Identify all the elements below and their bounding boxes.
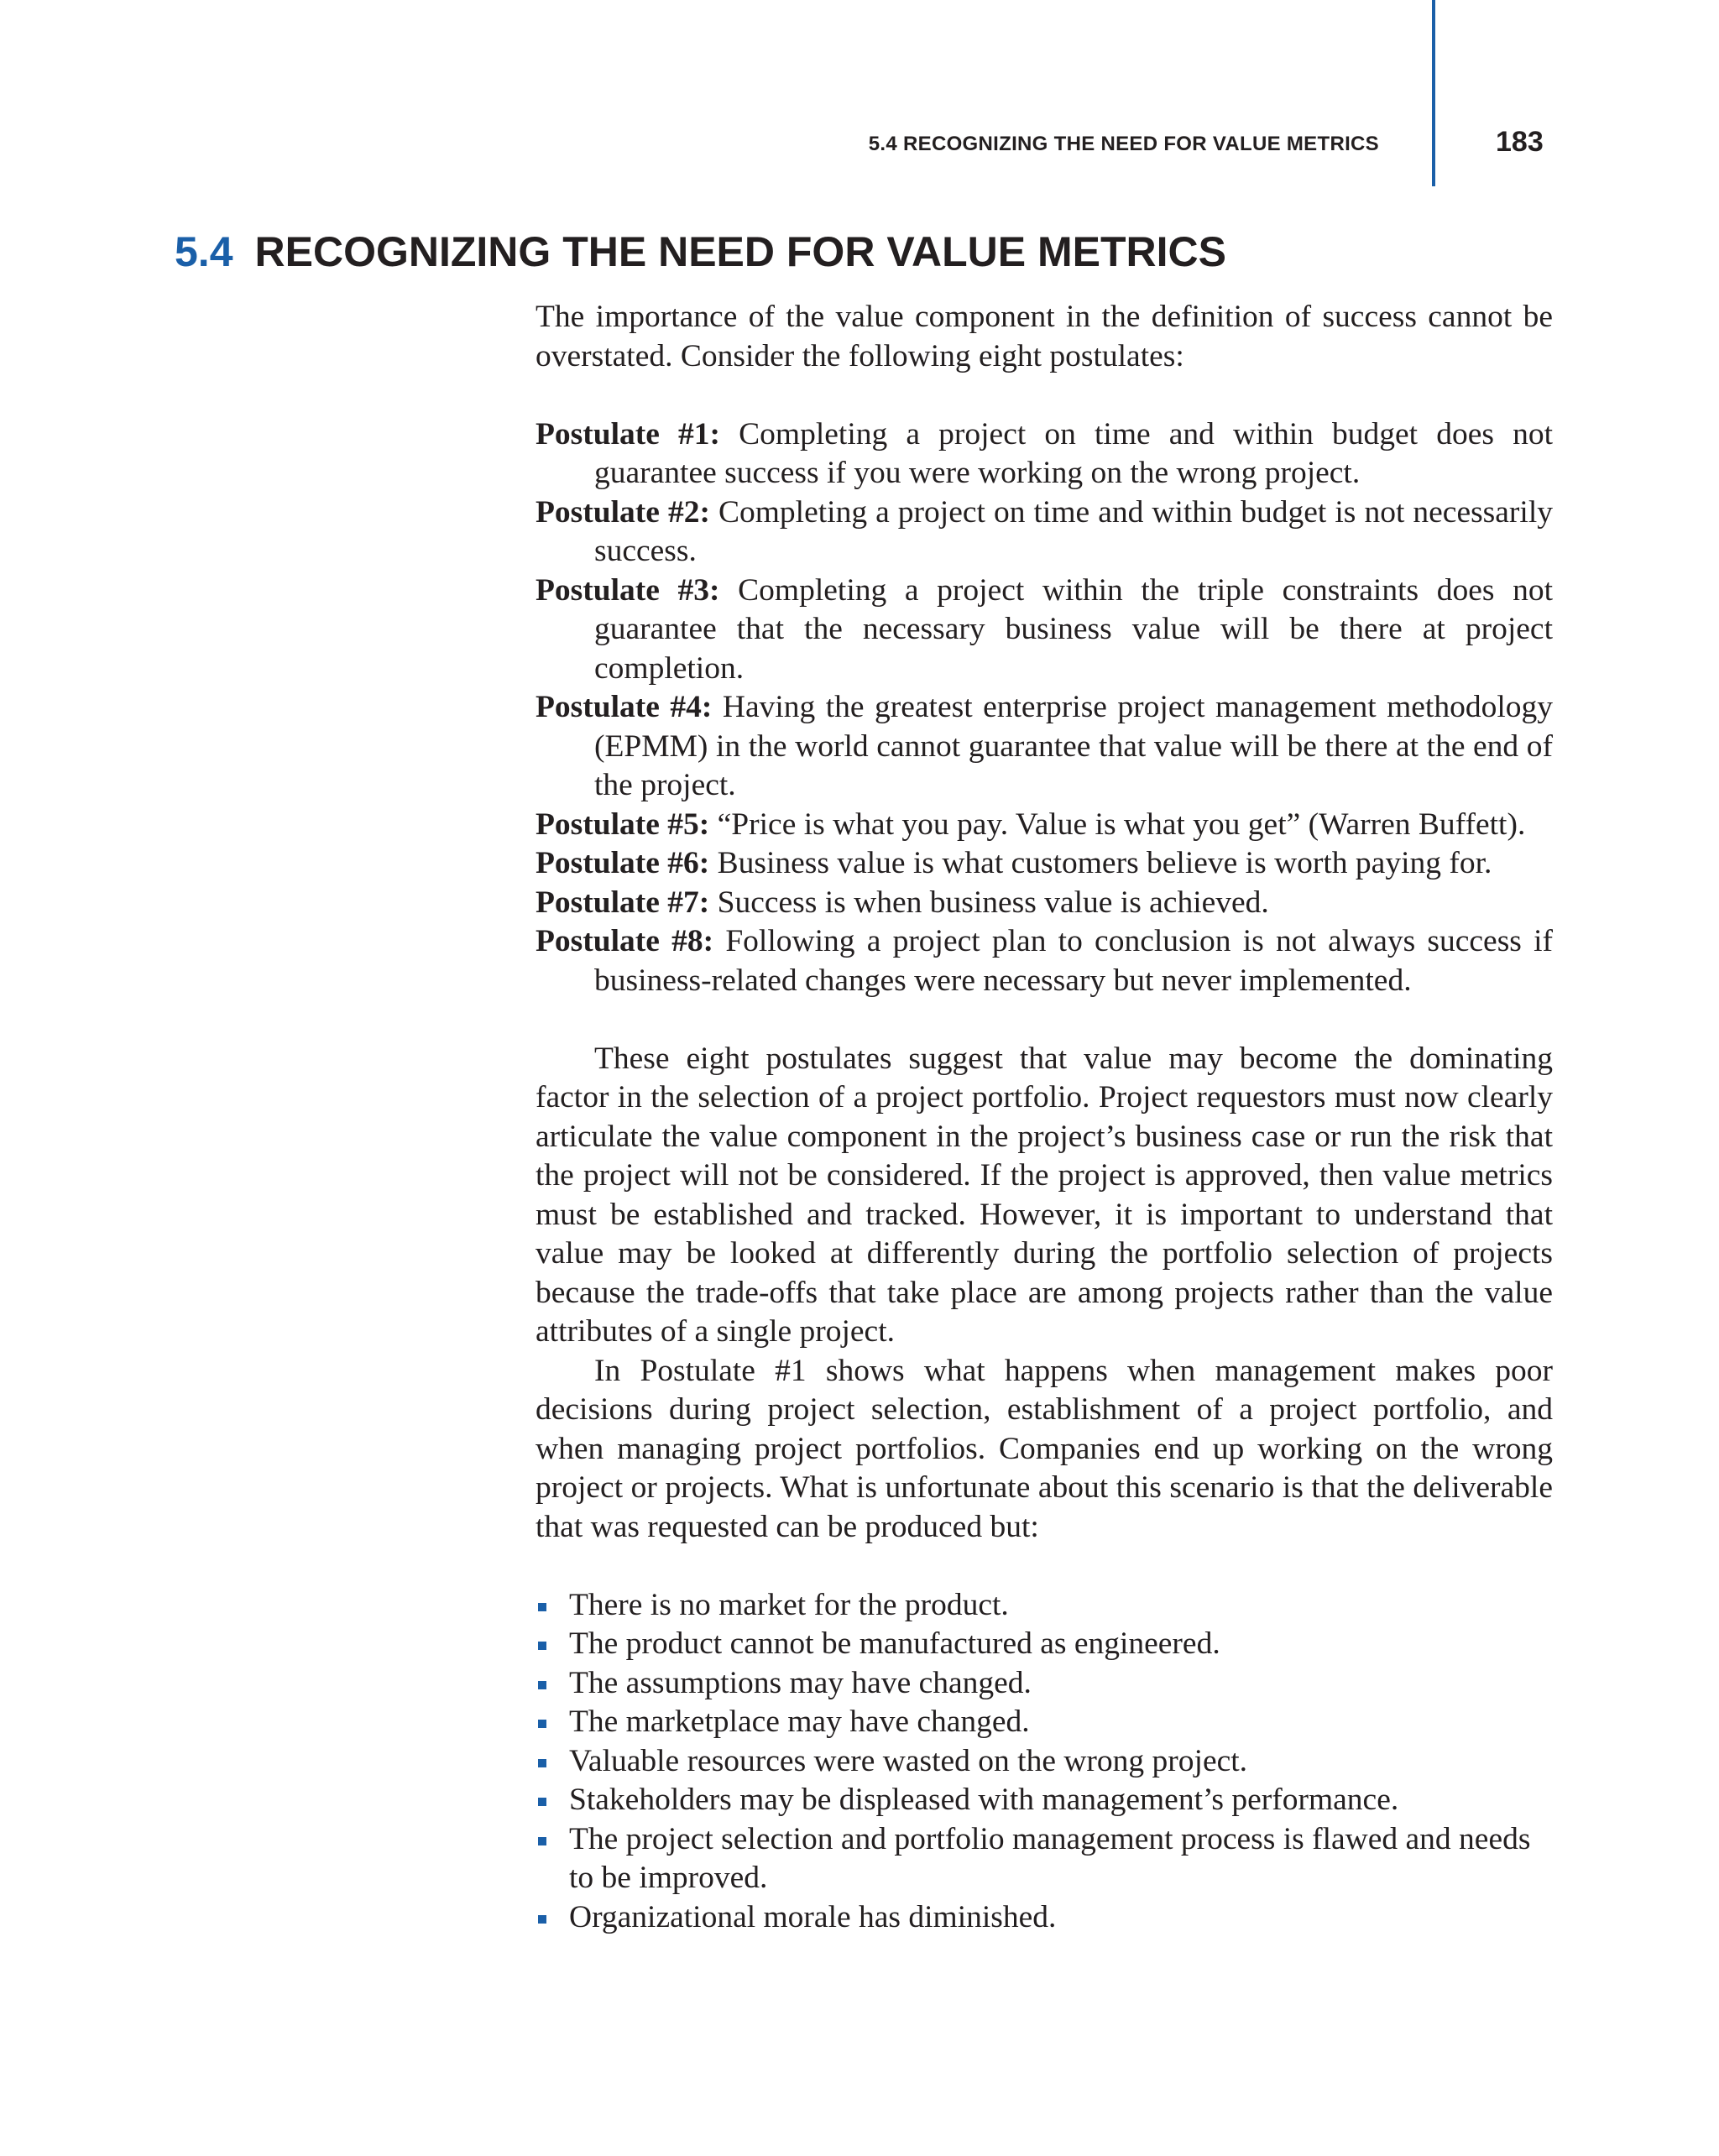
postulate-label: Postulate #7: (536, 885, 710, 920)
postulate-item (536, 844, 1553, 884)
bullet-text: The assumptions may have changed. (569, 1665, 1032, 1700)
postulate-text: Completing a project on time and within budget is not necessarily success. (594, 494, 1553, 568)
bullet-text: Stakeholders may be displeased with management’s performance. (569, 1783, 1399, 1817)
section-number: 5.4 (175, 228, 233, 275)
running-head: 5.4 RECOGNIZING THE NEED FOR VALUE METRICS (868, 133, 1379, 155)
bullet-item (536, 1742, 1553, 1782)
body-paragraph: These eight postulates suggest that value may become the dominating factor in the selection of a project portfolio. Project requestors must now clearly articulate the value component in the project’s business case or run the risk that the project will not be considered. If the project is approved, then value metrics must be established and tracked. However, it is important to understand that value may be looked at differently during the portfolio selection of projects because the trade-offs that take place are among projects rather than the value attributes of a single project. (536, 1041, 1553, 1349)
square-bullet-icon (538, 1759, 546, 1767)
header-rule (1432, 0, 1435, 186)
square-bullet-icon (538, 1681, 546, 1689)
bullet-item (536, 1703, 1553, 1742)
postulate-text: Completing a project on time and within budget does not guarantee success if you were working on the wrong project. (594, 416, 1553, 490)
bullet-text: The marketplace may have changed. (569, 1704, 1030, 1739)
square-bullet-icon (538, 1915, 546, 1924)
bullet-text: The product cannot be manufactured as engineered. (569, 1626, 1220, 1661)
postulate-label: Postulate #4: (536, 690, 713, 724)
body-paragraph: In Postulate #1 shows what happens when management makes poor decisions during project selection, establishment of a project portfolio, and when managing project portfolios. Companies end up working on the wrong project or projects. What is unfortunate about this scenario is that the deliverable that was requested can be produced but: (536, 1353, 1553, 1544)
postulate-text: Success is when business value is achieved. (717, 885, 1269, 920)
postulate-label: Postulate #6: (536, 846, 710, 880)
postulate-text: Following a project plan to conclusion is not always success if business-related changes were necessary but never implemented. (594, 924, 1553, 998)
spacer (536, 1547, 1553, 1586)
bullet-item (536, 1586, 1553, 1626)
bullet-text: Valuable resources were wasted on the wrong project. (569, 1743, 1248, 1778)
section-heading (175, 227, 1226, 277)
postulate-text: “Price is what you pay. Value is what you get” (Warren Buffett). (717, 807, 1526, 842)
square-bullet-icon (538, 1798, 546, 1806)
bullet-text: There is no market for the product. (569, 1587, 1009, 1622)
postulate-item (536, 688, 1553, 806)
postulate-label: Postulate #5: (536, 807, 710, 842)
postulate-item (536, 493, 1553, 572)
postulate-label: Postulate #3: (536, 572, 720, 608)
spacer (536, 1000, 1553, 1040)
square-bullet-icon (538, 1837, 546, 1845)
postulate-label: Postulate #8: (536, 924, 714, 958)
postulate-item (536, 572, 1553, 689)
postulate-text: Having the greatest enterprise project management methodology (EPMM) in the world cannot guarantee that value will be there at the end of the project. (594, 690, 1553, 802)
postulate-item (536, 922, 1553, 1000)
postulate-item (536, 806, 1553, 845)
square-bullet-icon (538, 1642, 546, 1650)
bullet-item (536, 1664, 1553, 1704)
bullet-item (536, 1820, 1553, 1898)
postulate-text: Business value is what customers believe is worth paying for. (717, 846, 1492, 880)
body-text (536, 298, 1553, 1937)
bullet-item (536, 1625, 1553, 1664)
postulate-label: Postulate #2: (536, 494, 710, 530)
postulate-label: Postulate #1: (536, 416, 721, 452)
postulate-list (536, 415, 1553, 1001)
postulate-item (536, 884, 1553, 923)
spacer (536, 376, 1553, 415)
postulate-item (536, 415, 1553, 493)
postulate-text: Completing a project within the triple constraints does not guarantee that the necessary business value will be there at project completion. (594, 572, 1554, 686)
bullet-item (536, 1781, 1553, 1820)
square-bullet-icon (538, 1720, 546, 1728)
bullet-list (536, 1586, 1553, 1938)
intro-paragraph: The importance of the value component in the definition of success cannot be overstated. Consider the following eight postulates: (536, 300, 1553, 373)
bullet-item (536, 1898, 1553, 1938)
square-bullet-icon (538, 1603, 546, 1611)
section-title: RECOGNIZING THE NEED FOR VALUE METRICS (254, 228, 1226, 275)
bullet-text: The project selection and portfolio management process is flawed and needs to be improved. (569, 1821, 1531, 1895)
bullet-text: Organizational morale has diminished. (569, 1899, 1057, 1934)
page-number: 183 (1496, 126, 1544, 158)
